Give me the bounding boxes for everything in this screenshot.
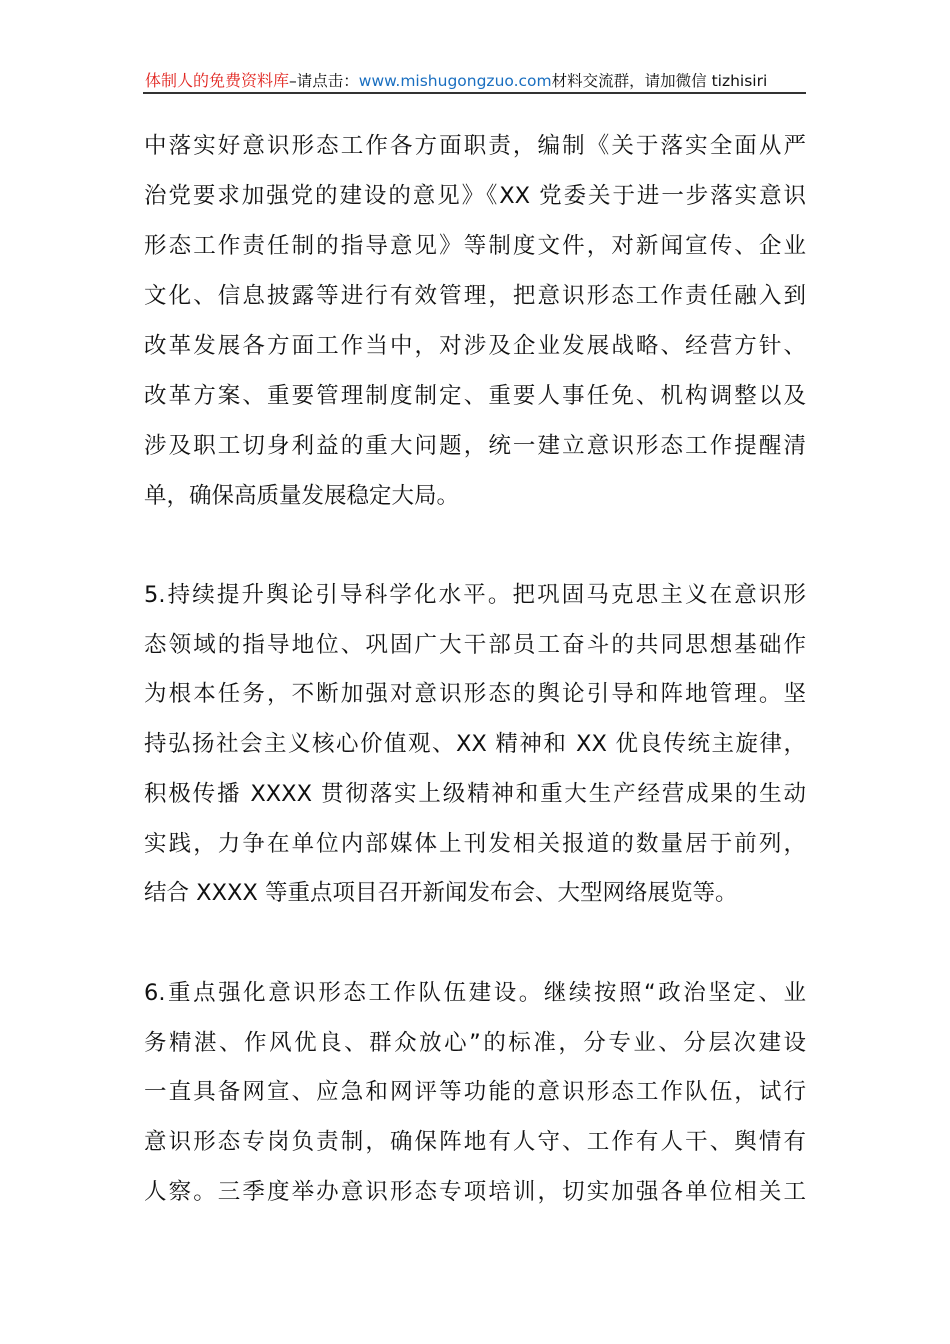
paragraph-line: 改革方案、重要管理制度制定、重要人事任免、机构调整以及: [144, 383, 806, 409]
paragraph-line: 人察。三季度举办意识形态专项培训，切实加强各单位相关工: [144, 1179, 806, 1205]
header-divider: [143, 92, 806, 94]
paragraph-line: 改革发展各方面工作当中，对涉及企业发展战略、经营方针、: [144, 333, 806, 359]
paragraph-line: 6.重点强化意识形态工作队伍建设。继续按照“政治坚定、业: [144, 980, 806, 1006]
paragraph-line: 涉及职工切身利益的重大问题，统一建立意识形态工作提醒清: [144, 433, 806, 459]
page-header: [145, 68, 805, 91]
paragraph-line: 一直具备网宣、应急和网评等功能的意识形态工作队伍，试行: [144, 1079, 806, 1105]
contact-text: 材料交流群，请加微信 tizhisiri: [551, 72, 768, 90]
paragraph-line: 治党要求加强党的建设的意见》《XX 党委关于进一步落实意识: [144, 183, 806, 209]
paragraph-line: 单，确保高质量发展稳定大局。: [144, 483, 460, 509]
prompt-text: –请点击：: [289, 72, 359, 90]
paragraph-line: 持弘扬社会主义核心价值观、XX 精神和 XX 优良传统主旋律，: [144, 731, 806, 757]
paragraph-line: 5.持续提升舆论引导科学化水平。把巩固马克思主义在意识形: [144, 582, 806, 608]
paragraph-line: 中落实好意识形态工作各方面职责，编制《关于落实全面从严: [144, 133, 806, 159]
website-link[interactable]: www.mishugongzuo.com: [358, 72, 552, 90]
brand-text: 体制人的免费资料库: [145, 71, 290, 90]
paragraph-line: 实践，力争在单位内部媒体上刊发相关报道的数量居于前列，: [144, 831, 806, 857]
paragraph-line: 务精湛、作风优良、群众放心”的标准，分专业、分层次建设: [144, 1030, 806, 1056]
paragraph-line: 态领域的指导地位、巩固广大干部员工奋斗的共同思想基础作: [144, 632, 806, 658]
paragraph-line: 形态工作责任制的指导意见》等制度文件，对新闻宣传、企业: [144, 233, 806, 259]
paragraph-line: 为根本任务，不断加强对意识形态的舆论引导和阵地管理。坚: [144, 681, 806, 707]
paragraph-line: 文化、信息披露等进行有效管理，把意识形态工作责任融入到: [144, 283, 806, 309]
paragraph-line: 结合 XXXX 等重点项目召开新闻发布会、大型网络展览等。: [144, 880, 738, 906]
paragraph-line: 意识形态专岗负责制，确保阵地有人守、工作有人干、舆情有: [144, 1129, 806, 1155]
paragraph-line: 积极传播 XXXX 贯彻落实上级精神和重大生产经营成果的生动: [144, 781, 806, 807]
